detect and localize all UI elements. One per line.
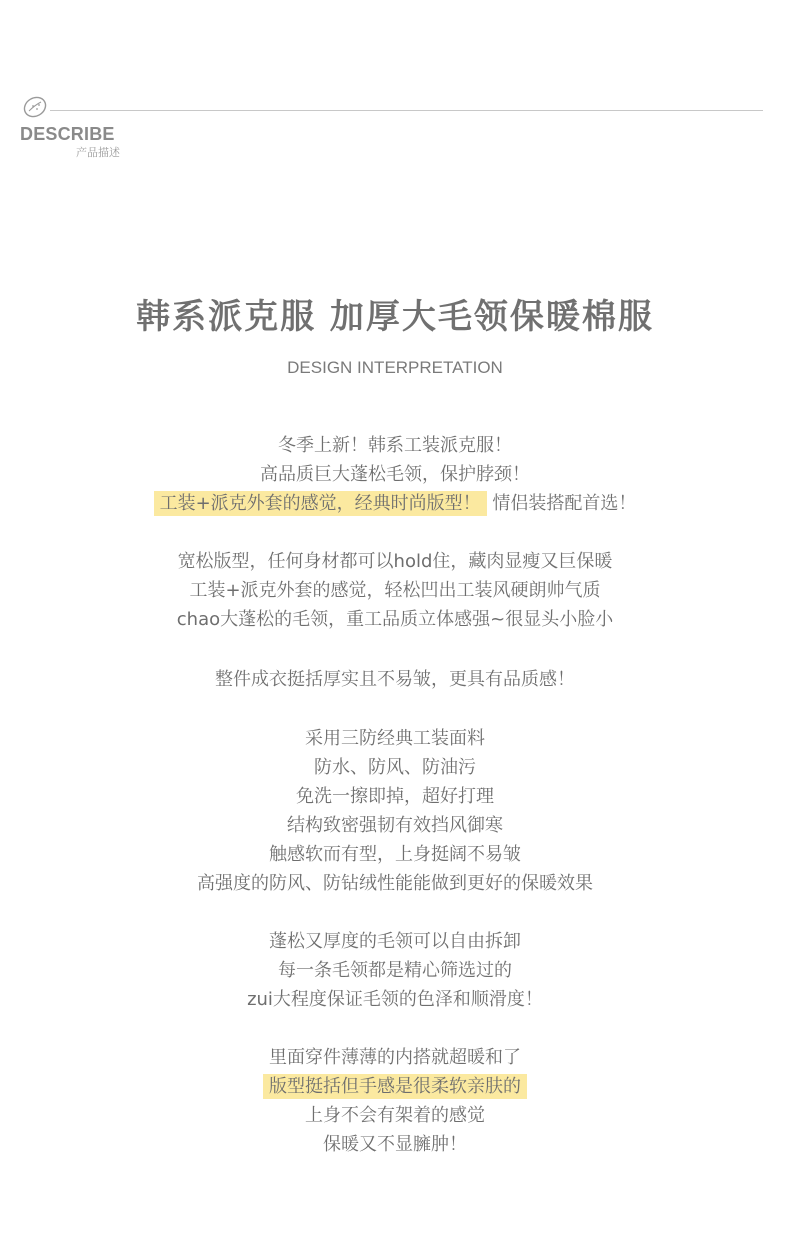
copy-line: 工装+派克外套的感觉，轻松凹出工装风硬朗帅气质: [189, 580, 601, 601]
page-subtitle: DESIGN INTERPRETATION: [287, 358, 503, 377]
copy-line: 免洗一擦即掉，超好打理: [296, 786, 494, 807]
copy-line: 蓬松又厚度的毛领可以自由拆卸: [269, 931, 521, 952]
copy-line: 整件成衣挺括厚实且不易皱，更具有品质感！: [215, 669, 575, 690]
page-title: 韩系派克服 加厚大毛领保暖棉服: [136, 297, 654, 337]
copy-line: zui大程度保证毛领的色泽和顺滑度！: [247, 989, 543, 1010]
copy-line: 保暖又不显臃肿！: [323, 1134, 467, 1155]
copy-line: 高品质巨大蓬松毛领，保护脖颈！: [260, 464, 530, 485]
copy-line: 触感软而有型，上身挺阔不易皱: [269, 844, 521, 865]
copy-line: 高强度的防风、防钻绒性能能做到更好的保暖效果: [197, 873, 593, 894]
copy-line-mixed: [0, 491, 790, 517]
section-title: DESCRIBE: [20, 124, 115, 144]
copy-line: 宽松版型，任何身材都可以hold住，藏肉显瘦又巨保暖: [177, 551, 613, 572]
copy-line: 采用三防经典工装面料: [305, 728, 485, 749]
copy-line: 防水、防风、防油污: [314, 757, 476, 778]
section-subtitle: 产品描述: [76, 146, 120, 159]
copy-line: 冬季上新！韩系工装派克服！: [278, 435, 512, 456]
copy-line: chao大蓬松的毛领，重工品质立体感强~很显头小脸小: [176, 609, 614, 630]
copy-text: 情侣装搭配首选！: [492, 493, 637, 514]
copy-line: 里面穿件薄薄的内搭就超暖和了: [269, 1047, 521, 1068]
highlighted-text: 工装+派克外套的感觉，经典时尚版型！: [154, 491, 487, 516]
copy-line: 每一条毛领都是精心筛选过的: [278, 960, 512, 981]
header-divider: [50, 110, 763, 111]
copy-line: 上身不会有架着的感觉: [305, 1105, 485, 1126]
copy-line: 结构致密强韧有效挡风御寒: [287, 815, 503, 836]
copy-line-mixed: [0, 1074, 790, 1100]
lemon-icon: [20, 92, 54, 120]
highlighted-text: 版型挺括但手感是很柔软亲肤的: [263, 1074, 527, 1099]
